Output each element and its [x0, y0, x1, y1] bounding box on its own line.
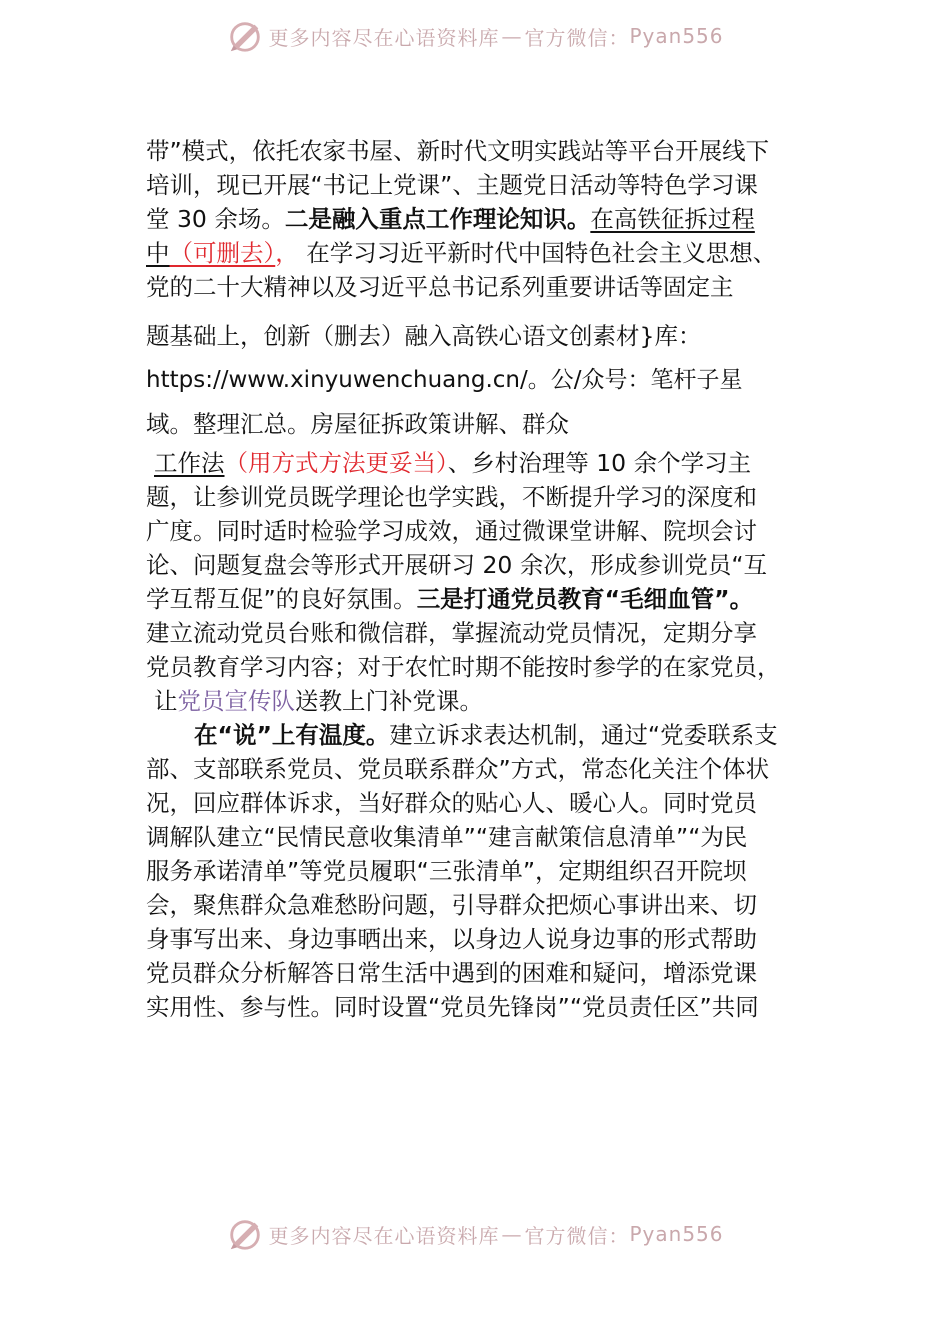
text-line: https://www.xinyuwenchuang.cn/。公/众号：笔杆子星: [146, 367, 743, 393]
banner-separator: —: [501, 1222, 523, 1246]
document-body: [146, 134, 826, 1024]
text-line: 党的二十大精神以及习近平总书记系列重要讲话等固定主: [146, 273, 734, 301]
text-line: 带”模式，依托农家书屋、新时代文明实践站等平台开展线下: [146, 137, 770, 165]
underlined-text: 在高铁征拆过程: [590, 205, 755, 233]
edit-note: （可删去）: [169, 239, 276, 267]
text-line: 学互帮互促”的良好氛围。三是打通党员教育“毛细血管”。: [146, 585, 754, 613]
banner-text: 更多内容尽在心语资料库: [268, 25, 500, 50]
text-line: 域。整理汇总。房屋征拆政策讲解、群众: [146, 410, 569, 438]
text-line: 况，回应群体诉求，当好群众的贴心人、暖心人。同时党员: [146, 789, 757, 817]
text-line: 服务承诺清单”等党员履职“三张清单”，定期组织召开院坝: [146, 857, 747, 885]
text-line: 论、问题复盘会等形式开展研习 20 余次，形成参训党员“互: [146, 551, 768, 579]
bold-heading: 在“说”上有温度。: [194, 721, 390, 749]
bold-heading: 三是打通党员教育“毛细血管”。: [416, 585, 754, 613]
banner-text: 更多内容尽在心语资料库: [268, 1223, 500, 1248]
edit-note: （用方式方法更妥当）: [224, 449, 448, 477]
banner-wechat-id: Pyan556: [629, 24, 724, 48]
banner-wechat-label: 官方微信：: [524, 1223, 630, 1248]
text-line: 在“说”上有温度。建立诉求表达机制，通过“党委联系支: [194, 721, 778, 749]
text-line: 培训，现已开展“书记上党课”、主题党日活动等特色学习课: [146, 171, 758, 199]
text-line: 工作法（用方式方法更妥当）、乡村治理等 10 余个学习主: [154, 449, 752, 477]
text-line: 党员群众分析解答日常生活中遇到的困难和疑问，增添党课: [146, 959, 757, 987]
text-line: 堂 30 余场。二是融入重点工作理论知识。在高铁征拆过程: [146, 205, 755, 233]
text-line: 部、支部联系党员、党员联系群众”方式，常态化关注个体状: [146, 755, 770, 783]
text-line: 中（可删去）， 在学习习近平新时代中国特色社会主义思想、: [146, 239, 777, 267]
banner-wechat-id: Pyan556: [629, 1222, 724, 1246]
text-line: 广度。同时适时检验学习成效，通过微课堂讲解、院坝会讨: [146, 517, 757, 545]
text-line: 调解队建立“民情民意收集清单”“建言献策信息清单”“为民: [146, 823, 748, 851]
header-banner: [0, 14, 950, 58]
footer-banner: [0, 1212, 950, 1256]
banner-wechat-label: 官方微信：: [524, 25, 630, 50]
text-line: 建立流动党员台账和微信群，掌握流动党员情况，定期分享: [146, 619, 757, 647]
text-line: 让党员宣传队送教上门补党课。: [154, 687, 483, 715]
text-line: 党员教育学习内容；对于农忙时期不能按时参学的在家党员，: [146, 653, 781, 681]
pen-logo-icon: [226, 1215, 264, 1253]
text-line: 题，让参训党员既学理论也学实践，不断提升学习的深度和: [146, 483, 757, 511]
text-line: 身事写出来、身边事晒出来，以身边人说身边事的形式帮助: [146, 925, 757, 953]
text-line: 题基础上，创新（删去）融入高铁心语文创素材}库：: [146, 322, 702, 350]
text-line: 会，聚焦群众急难愁盼问题，引导群众把烦心事讲出来、切: [146, 891, 757, 919]
pen-logo-icon: [226, 17, 264, 55]
banner-separator: —: [501, 24, 523, 48]
bold-heading: 二是融入重点工作理论知识。: [284, 205, 591, 233]
text-line: 实用性、参与性。同时设置“党员先锋岗”“党员责任区”共同: [146, 993, 759, 1021]
